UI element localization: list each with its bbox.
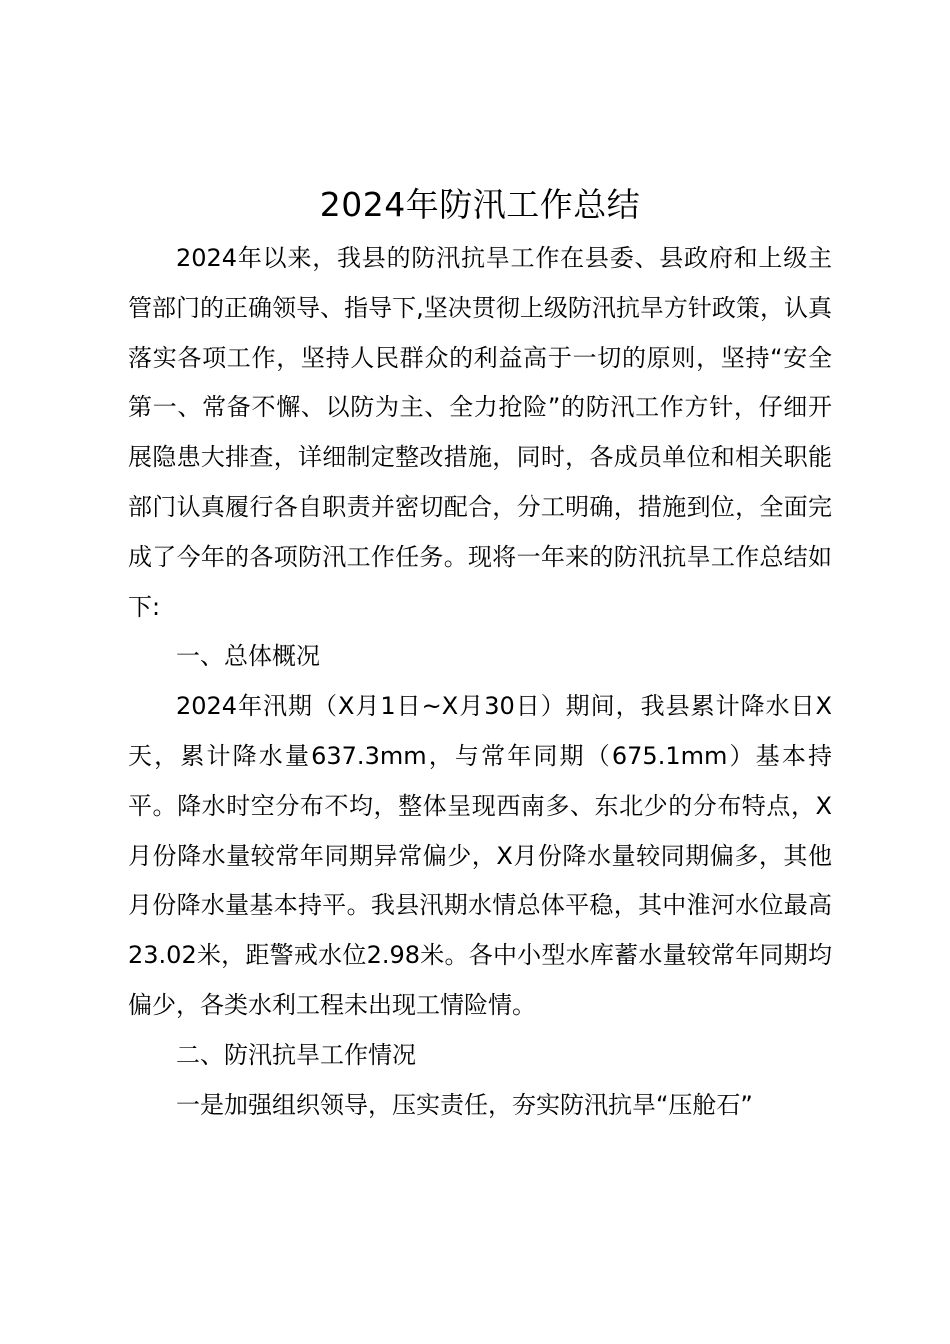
overview-paragraph: 2024年汛期（X月1日~X月30日）期间，我县累计降水日X天，累计降水量637.3mm，与常年同期（675.1mm）基本持平。降水时空分布不均，整体呈现西南多、东北少的分布特点，X月份降水量较常年同期异常偏少，X月份降水量较同期偏多，其他月份降水量基本持平。我县汛期水情总体平稳，其中淮河水位最高23.02米，距警戒水位2.98米。各中小型水库蓄水量较常年同期均偏少，各类水利工程未出现工情险情。 bbox=[128, 692, 832, 1019]
document-page bbox=[128, 178, 832, 1130]
section-heading-overview: 一、总体概况 bbox=[176, 642, 320, 671]
document-title: 2024年防汛工作总结 bbox=[319, 185, 641, 224]
intro-paragraph: 2024年以来，我县的防汛抗旱工作在县委、县政府和上级主管部门的正确领导、指导下,坚决贯彻上级防汛抗旱方针政策，认真落实各项工作，坚持人民群众的利益高于一切的原则，坚持“安全第一、常备不懈、以防为主、全力抢险”的防汛工作方针，仔细开展隐患大排查，详细制定整改措施，同时，各成员单位和相关职能部门认真履行各自职责并密切配合，分工明确，措施到位，全面完成了今年的各项防汛工作任务。现将一年来的防汛抗旱工作总结如下: bbox=[128, 244, 832, 621]
section-heading-work: 二、防汛抗旱工作情况 bbox=[176, 1040, 416, 1069]
work-item-paragraph: 一是加强组织领导，压实责任，夯实防汛抗旱“压舱石” bbox=[176, 1090, 753, 1119]
